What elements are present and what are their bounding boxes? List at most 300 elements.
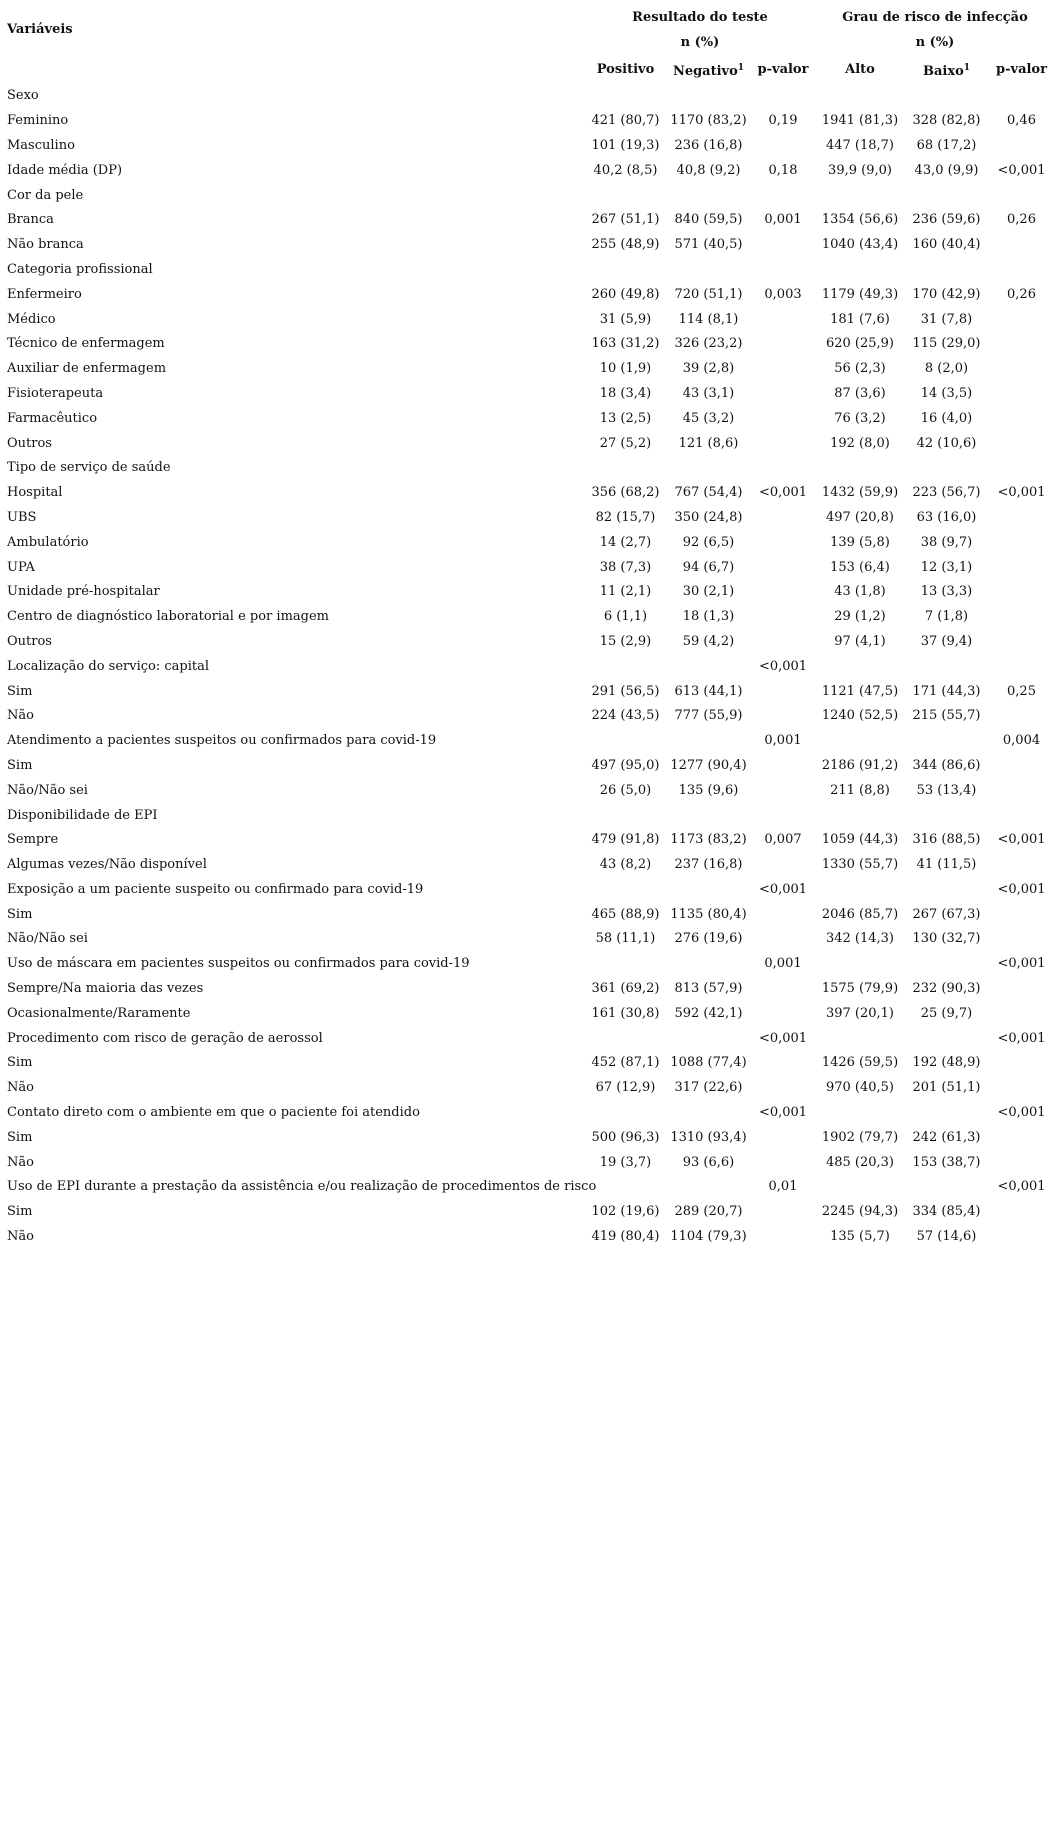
cell-positivo: 27 (5,2) [599,435,652,451]
cell-baixo [905,1027,988,1052]
cell-baixo: 242 (61,3) [912,1129,981,1145]
table-row [7,704,1055,729]
row-label: Ocasionalmente/Raramente [7,1005,191,1021]
cell-pvalor-test [751,258,815,283]
col-header-negativo [666,56,751,85]
cell-pvalor-test [751,779,815,804]
cell-pvalor-risk [988,332,1055,357]
table-row [7,456,1055,481]
row-label: Contato direto com o ambiente em que o paciente foi atendido [7,1105,420,1121]
cell-baixo: 215 (55,7) [912,708,981,724]
cell-baixo: 267 (67,3) [912,906,981,922]
cell-negativo: 720 (51,1) [674,286,743,302]
cell-pvalor-risk [988,134,1055,159]
cell-pvalor-test: 0,001 [764,733,802,749]
cell-negativo: 1088 (77,4) [670,1055,747,1071]
cell-alto: 970 (40,5) [825,1080,895,1096]
cell-pvalor-test [751,556,815,581]
cell-alto: 1240 (52,5) [821,708,899,724]
cell-pvalor-test [751,605,815,630]
cell-negativo: 114 (8,1) [678,311,739,327]
cell-pvalor-risk [988,357,1055,382]
col-header-alto: Alto [845,61,875,77]
table-row [7,927,1055,952]
cell-pvalor-test: 0,18 [768,162,798,178]
cell-negativo [666,84,751,109]
cell-alto: 139 (5,8) [830,534,890,550]
cell-baixo: 328 (82,8) [912,113,981,129]
table-row [7,754,1055,779]
table-row [7,779,1055,804]
cell-pvalor-risk: <0,001 [997,1030,1046,1046]
row-label: Não [7,708,34,724]
cell-negativo: 236 (16,8) [674,137,743,153]
cell-alto: 97 (4,1) [834,633,886,649]
cell-pvalor-test [751,382,815,407]
cell-baixo [905,456,988,481]
cell-negativo: 39 (2,8) [682,361,735,377]
row-label: Sim [7,1204,33,1220]
cell-negativo: 813 (57,9) [674,981,743,997]
cell-baixo: 171 (44,3) [912,683,981,699]
row-label: UBS [7,509,37,525]
cell-negativo: 1277 (90,4) [670,757,747,773]
cell-positivo: 161 (30,8) [591,1005,660,1021]
cell-pvalor-test [751,580,815,605]
row-label: Sempre/Na maioria das vezes [7,981,204,997]
cell-negativo: 40,8 (9,2) [676,162,741,178]
row-label: Outros [7,435,52,451]
table-row [7,531,1055,556]
cell-pvalor-risk [988,184,1055,209]
cell-pvalor-risk [988,1051,1055,1076]
cell-negativo [666,456,751,481]
cell-positivo [585,1101,666,1126]
cell-pvalor-test [751,1076,815,1101]
cell-baixo: 160 (40,4) [912,237,981,253]
cell-positivo: 260 (49,8) [591,286,660,302]
row-label: UPA [7,559,35,575]
cell-pvalor-test [751,1225,815,1250]
cell-positivo: 102 (19,6) [591,1204,660,1220]
table-row [7,556,1055,581]
cell-alto: 620 (25,9) [825,336,895,352]
col-header-baixo [905,56,988,85]
cell-baixo: 12 (3,1) [920,559,973,575]
cell-pvalor-risk [988,556,1055,581]
table-row [7,233,1055,258]
cell-alto: 43 (1,8) [834,584,886,600]
cell-negativo: 276 (19,6) [674,931,743,947]
cell-positivo [585,952,666,977]
cell-baixo [905,1175,988,1200]
cell-positivo: 18 (3,4) [599,385,652,401]
col-header-positivo: Positivo [596,61,655,77]
row-label: Médico [7,311,56,327]
row-label: Sim [7,906,33,922]
empty-header-cell [7,56,585,85]
group-header-test-result: Resultado do teste [632,10,768,25]
cell-positivo: 500 (96,3) [591,1129,660,1145]
cell-pvalor-test [751,308,815,333]
cell-alto: 1121 (47,5) [821,683,899,699]
cell-negativo [666,729,751,754]
table-row [7,1175,1055,1200]
cell-negativo: 350 (24,8) [674,509,743,525]
cell-positivo: 452 (87,1) [591,1055,660,1071]
cell-negativo: 135 (9,6) [678,782,739,798]
cell-positivo [585,258,666,283]
cell-pvalor-test [751,977,815,1002]
cell-pvalor-test [751,1051,815,1076]
cell-positivo: 14 (2,7) [599,534,652,550]
footnote-marker: 1 [963,62,971,73]
row-label: Sempre [7,832,59,848]
cell-pvalor-risk [988,1225,1055,1250]
cell-baixo [905,1101,988,1126]
row-label: Sim [7,1129,33,1145]
cell-baixo: 63 (16,0) [916,509,977,525]
cell-baixo: 201 (51,1) [912,1080,981,1096]
cell-positivo: 38 (7,3) [599,559,652,575]
cell-pvalor-test [751,233,815,258]
cell-baixo: 38 (9,7) [920,534,973,550]
cell-alto: 1575 (79,9) [821,981,899,997]
cell-pvalor-risk [988,779,1055,804]
table-row [7,159,1055,184]
cell-negativo: 777 (55,9) [674,708,743,724]
cell-negativo: 43 (3,1) [682,385,735,401]
cell-negativo: 767 (54,4) [674,485,743,501]
cell-alto: 397 (20,1) [825,1005,895,1021]
row-label: Técnico de enfermagem [7,336,165,352]
cell-alto: 1330 (55,7) [821,857,899,873]
cell-alto [815,1175,905,1200]
cell-positivo: 356 (68,2) [591,485,660,501]
cell-pvalor-test [751,903,815,928]
cell-pvalor-risk [988,382,1055,407]
table-row [7,308,1055,333]
cell-baixo [905,655,988,680]
cell-pvalor-risk [988,407,1055,432]
cell-pvalor-risk [988,456,1055,481]
table-row [7,878,1055,903]
col-header-negativo-text: Negativo [672,63,738,79]
cell-alto [815,258,905,283]
cell-pvalor-risk: 0,26 [1007,286,1036,302]
cell-negativo [666,804,751,829]
cell-baixo: 232 (90,3) [912,981,981,997]
row-label: Não branca [7,237,84,253]
cell-negativo [666,655,751,680]
cell-pvalor-test [751,357,815,382]
cell-alto: 497 (20,8) [825,509,895,525]
cell-negativo: 94 (6,7) [682,559,735,575]
cell-pvalor-risk [988,580,1055,605]
cell-positivo: 11 (2,1) [599,584,652,600]
cell-baixo [905,878,988,903]
cell-pvalor-test: <0,001 [758,881,808,897]
cell-positivo [585,655,666,680]
cell-baixo: 31 (7,8) [920,311,973,327]
cell-positivo [585,1175,666,1200]
cell-baixo: 57 (14,6) [916,1229,977,1245]
table-row [7,407,1055,432]
row-label: Atendimento a pacientes suspeitos ou confirmados para covid-19 [7,733,437,749]
row-label: Auxiliar de enfermagem [7,361,167,377]
cell-baixo: 43,0 (9,9) [914,162,979,178]
cell-pvalor-risk [988,605,1055,630]
cell-pvalor-risk: 0,46 [1007,113,1036,129]
cell-baixo: 68 (17,2) [916,137,977,153]
cell-positivo: 101 (19,3) [591,137,660,153]
table-row [7,1126,1055,1151]
cell-positivo: 15 (2,9) [599,633,652,649]
cell-alto [815,1101,905,1126]
cell-baixo: 170 (42,9) [912,286,981,302]
row-label: Masculino [7,137,75,153]
cell-pvalor-test [751,853,815,878]
cell-pvalor-test [751,456,815,481]
cell-baixo: 344 (86,6) [912,757,981,773]
cell-pvalor-risk [988,1151,1055,1176]
cell-alto: 342 (14,3) [825,931,895,947]
cell-pvalor-risk [988,84,1055,109]
cell-negativo: 613 (44,1) [674,683,743,699]
cell-negativo [666,952,751,977]
table-row [7,481,1055,506]
cell-baixo: 8 (2,0) [924,361,969,377]
cell-pvalor-risk [988,432,1055,457]
row-label: Hospital [7,485,63,501]
table-row [7,208,1055,233]
table-row [7,184,1055,209]
cell-positivo: 291 (56,5) [591,683,660,699]
cell-baixo [905,804,988,829]
cell-positivo [585,84,666,109]
cell-pvalor-risk [988,506,1055,531]
cell-positivo: 58 (11,1) [595,931,656,947]
row-label: Exposição a um paciente suspeito ou confirmado para covid-19 [7,881,424,897]
cell-positivo: 10 (1,9) [599,361,652,377]
cell-pvalor-test: <0,001 [758,485,808,501]
cell-positivo: 6 (1,1) [603,609,648,625]
cell-alto: 447 (18,7) [825,137,895,153]
cell-negativo: 18 (1,3) [682,609,735,625]
row-label: Centro de diagnóstico laboratorial e por imagem [7,609,329,625]
cell-alto [815,456,905,481]
cell-negativo: 30 (2,1) [682,584,735,600]
cell-positivo: 267 (51,1) [591,212,660,228]
cell-alto: 2245 (94,3) [821,1204,899,1220]
cell-pvalor-risk: <0,001 [997,162,1046,178]
cell-baixo: 153 (38,7) [912,1154,981,1170]
cell-alto: 181 (7,6) [830,311,890,327]
n-pct-label-risk: n (%) [915,34,955,50]
cell-pvalor-test: <0,001 [758,1105,808,1121]
row-label: Outros [7,633,52,649]
cell-pvalor-risk: <0,001 [997,881,1046,897]
n-pct-label-test: n (%) [680,34,720,50]
table-row [7,332,1055,357]
cell-negativo [666,1101,751,1126]
variables-header: Variáveis [7,22,73,38]
table-row [7,382,1055,407]
cell-pvalor-test [751,407,815,432]
cell-pvalor-test: 0,19 [768,113,798,129]
cell-pvalor-risk [988,531,1055,556]
cell-negativo: 121 (8,6) [678,435,739,451]
row-label: Sim [7,757,33,773]
cell-baixo [905,258,988,283]
table-row [7,1051,1055,1076]
cell-alto: 1040 (43,4) [821,237,899,253]
cell-positivo: 479 (91,8) [591,832,660,848]
cell-alto: 135 (5,7) [830,1229,890,1245]
cell-alto [815,1027,905,1052]
row-label: Tipo de serviço de saúde [7,460,171,476]
cell-alto: 153 (6,4) [830,559,890,575]
cell-positivo: 255 (48,9) [591,237,660,253]
cell-pvalor-risk [988,1002,1055,1027]
table-row [7,630,1055,655]
cell-baixo: 53 (13,4) [916,782,977,798]
row-label: Enfermeiro [7,286,82,302]
cell-pvalor-risk: <0,001 [997,1105,1046,1121]
cell-negativo: 45 (3,2) [682,410,735,426]
table-row [7,828,1055,853]
cell-positivo: 13 (2,5) [599,410,652,426]
cell-alto [815,952,905,977]
cell-pvalor-test [751,680,815,705]
cell-baixo: 334 (85,4) [912,1204,981,1220]
cell-alto [815,878,905,903]
row-label: Feminino [7,113,69,129]
cell-negativo: 840 (59,5) [674,212,743,228]
row-label: Fisioterapeuta [7,385,104,401]
cell-alto: 485 (20,3) [825,1154,895,1170]
cell-negativo: 1170 (83,2) [670,113,747,129]
row-label: Sim [7,683,33,699]
cell-pvalor-test: 0,007 [764,832,802,848]
row-label: Não/Não sei [7,931,88,947]
cell-alto: 1902 (79,7) [821,1129,899,1145]
cell-baixo: 16 (4,0) [920,410,973,426]
cell-positivo: 361 (69,2) [591,981,660,997]
table-body [7,84,1055,1249]
cell-pvalor-risk [988,704,1055,729]
cell-alto: 76 (3,2) [834,410,886,426]
cell-alto: 1354 (56,6) [821,212,899,228]
header-row-columns [7,56,1055,85]
cell-positivo: 43 (8,2) [599,857,652,873]
cell-pvalor-test [751,432,815,457]
cell-pvalor-test: 0,001 [764,212,802,228]
row-label: Cor da pele [7,187,84,203]
cell-negativo: 326 (23,2) [674,336,743,352]
cell-pvalor-test [751,531,815,556]
cell-negativo: 92 (6,5) [682,534,735,550]
row-label: Uso de EPI durante a prestação da assistência e/ou realização de procedimentos de risco [7,1179,597,1195]
cell-baixo: 130 (32,7) [912,931,981,947]
cell-pvalor-risk [988,903,1055,928]
table-row [7,804,1055,829]
cell-negativo: 93 (6,6) [682,1154,735,1170]
row-label: Uso de máscara em pacientes suspeitos ou confirmados para covid-19 [7,956,470,972]
table-row [7,357,1055,382]
cell-baixo: 42 (10,6) [916,435,977,451]
cell-alto: 2186 (91,2) [821,757,899,773]
row-label: Ambulatório [7,534,89,550]
cell-alto: 87 (3,6) [834,385,886,401]
cell-pvalor-test [751,84,815,109]
table-row [7,109,1055,134]
cell-negativo [666,878,751,903]
cell-positivo [585,804,666,829]
table-row [7,729,1055,754]
cell-baixo: 14 (3,5) [920,385,973,401]
row-label: Branca [7,212,54,228]
row-label: Categoria profissional [7,261,153,277]
cell-pvalor-test [751,804,815,829]
cell-pvalor-risk [988,977,1055,1002]
cell-pvalor-test: 0,01 [768,1179,798,1195]
cell-pvalor-test [751,1126,815,1151]
cell-pvalor-risk [988,258,1055,283]
cell-positivo: 419 (80,4) [591,1229,660,1245]
cell-alto: 1059 (44,3) [821,832,899,848]
cell-pvalor-risk [988,754,1055,779]
cell-positivo [585,878,666,903]
row-label: Não [7,1229,34,1245]
cell-pvalor-risk [988,1200,1055,1225]
table-row [7,580,1055,605]
cell-negativo: 237 (16,8) [674,857,743,873]
cell-pvalor-test [751,1200,815,1225]
cell-pvalor-risk [988,1076,1055,1101]
cell-alto [815,184,905,209]
row-label: Não/Não sei [7,782,88,798]
row-label: Idade média (DP) [7,162,123,178]
cell-alto: 211 (8,8) [830,782,890,798]
cell-positivo: 67 (12,9) [595,1080,656,1096]
cell-alto: 56 (2,3) [834,361,886,377]
table-row [7,432,1055,457]
data-table [7,6,1055,1250]
table-row [7,952,1055,977]
table-row [7,1002,1055,1027]
table-row [7,853,1055,878]
header-row-groups [7,6,1055,31]
cell-baixo: 316 (88,5) [912,832,981,848]
row-label: Não [7,1080,34,1096]
cell-baixo: 25 (9,7) [920,1005,973,1021]
cell-positivo: 497 (95,0) [591,757,660,773]
row-label: Localização do serviço: capital [7,658,210,674]
cell-positivo: 465 (88,9) [591,906,660,922]
table-row [7,1101,1055,1126]
cell-baixo: 13 (3,3) [920,584,973,600]
cell-baixo: 41 (11,5) [916,857,977,873]
cell-pvalor-test [751,506,815,531]
cell-pvalor-test: 0,001 [764,956,802,972]
col-header-baixo-text: Baixo [922,63,964,79]
cell-pvalor-risk: <0,001 [997,1179,1046,1195]
cell-baixo: 7 (1,8) [924,609,969,625]
cell-negativo [666,258,751,283]
row-label: Farmacêutico [7,410,98,426]
cell-negativo: 59 (4,2) [682,633,735,649]
